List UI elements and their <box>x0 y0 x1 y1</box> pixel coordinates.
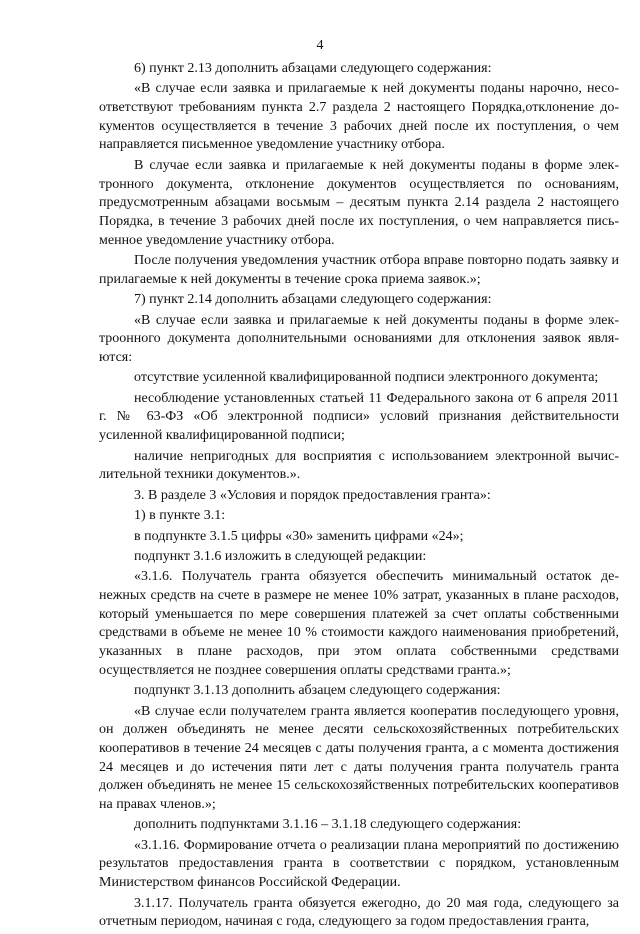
paragraph-3-1-6-intro: подпункт 3.1.6 изложить в следующей редакции: <box>134 548 427 564</box>
paragraph-3-1-16-text: «3.1.16. Формирование отчета о реализации плана мероприятий по достижению результатов предоставления гранта в соответствии с порядком, установленным Министерством финансов Российской Федерации. <box>99 837 619 891</box>
paragraph-3-1-13-text: «В случае если получателем гранта является кооператив последующего уровня, он должен объединять не менее десяти сельскохозяйственных потребительских кооперативов в течение 24 месяцев с даты получения гранта, а с момента достижения 24 месяцев и до истечения пяти лет с даты получения гранта получатель гранта должен объединять не менее 15 сельскохозяйственных потребительских кооперативов на правах членов.»; <box>99 703 619 812</box>
paragraph-3-1-16-18-intro: дополнить подпунктами 3.1.16 – 3.1.18 следующего содержания: <box>134 817 522 833</box>
paragraph-2-13-first: «В случае если заявка и прилагаемые к ней документы поданы нарочно, несоответствуют требованиям пункта 2.7 раздела 2 настоящего Порядка,отклонение документов осуществляется в течение 3 рабочих дней после их поступления, о чем направляется письменное уведомление участнику отбора. <box>99 81 619 153</box>
paragraph-2-14-ground-1: отсутствие усиленной квалифицированной подписи электронного документа; <box>134 370 599 386</box>
paragraph-3-1-6-text: «3.1.6. Получатель гранта обязуется обеспечить минимальный остаток денежных средств на счете в размере не менее 10% затрат, указанных в плане расходов, который уменьшается по мере совершения платежей за счет оплаты собственными средствами в объеме не менее 10 % стоимости каждого наименования приобретений, указанных в плане расходов, при этом оплата собственными средствами осуществляется не позднее совершения оплаты средствами гранта.»; <box>99 569 619 678</box>
paragraph-2-14-intro: «В случае если заявка и прилагаемые к ней документы поданы в форме электроонного документа дополнительными основаниями для отклонения заявок являются: <box>99 312 619 365</box>
paragraph-point-3-1: 1) в пункте 3.1: <box>134 508 226 524</box>
paragraph-3-1-17-text: 3.1.17. Получатель гранта обязуется ежегодно, до 20 мая года, следующего за отчетным периодом, начиная с года, следующего за годом предоставления гранта, <box>99 895 619 930</box>
paragraph-item-6-header: 6) пункт 2.13 дополнить абзацами следующего содержания: <box>134 61 492 76</box>
page-number: 4 <box>316 38 324 53</box>
paragraph-2-14-ground-2: несоблюдение установленных статьей 11 Федерального закона от 6 апреля 2011 г. № 63-ФЗ «Об электронной подписи» условий признания действительности усиленной квалифицированной подписи; <box>99 390 619 444</box>
paragraph-section-3-header: 3. В разделе 3 «Условия и порядок предоставления гранта»: <box>134 487 491 503</box>
paragraph-2-14-ground-3: наличие непригодных для восприятия с использованием электронной вычислительной техники документов.». <box>99 448 619 483</box>
paragraph-2-13-third: После получения уведомления участник отбора вправе повторно подать заявку и прилагаемые к ней документы в течение срока приема заявок.»; <box>99 252 619 287</box>
document-body <box>99 60 619 934</box>
paragraph-3-1-13-intro: подпункт 3.1.13 дополнить абзацем следующего содержания: <box>134 683 501 699</box>
paragraph-item-7-header: 7) пункт 2.14 дополнить абзацами следующего содержания: <box>134 292 492 308</box>
paragraph-3-1-5-change: в подпункте 3.1.5 цифры «30» заменить цифрами «24»; <box>134 528 464 544</box>
paragraph-2-13-second: В случае если заявка и прилагаемые к ней документы поданы в форме электронного документа, отклонение документов осуществляется по основаниям, предусмотренным абзацами восьмым – десятым пункта 2.14 раздела 2 настоящего Порядка, в течение 3 рабочих дней после их поступления, о чем направляется письменное уведомление участнику отбора. <box>99 157 619 248</box>
